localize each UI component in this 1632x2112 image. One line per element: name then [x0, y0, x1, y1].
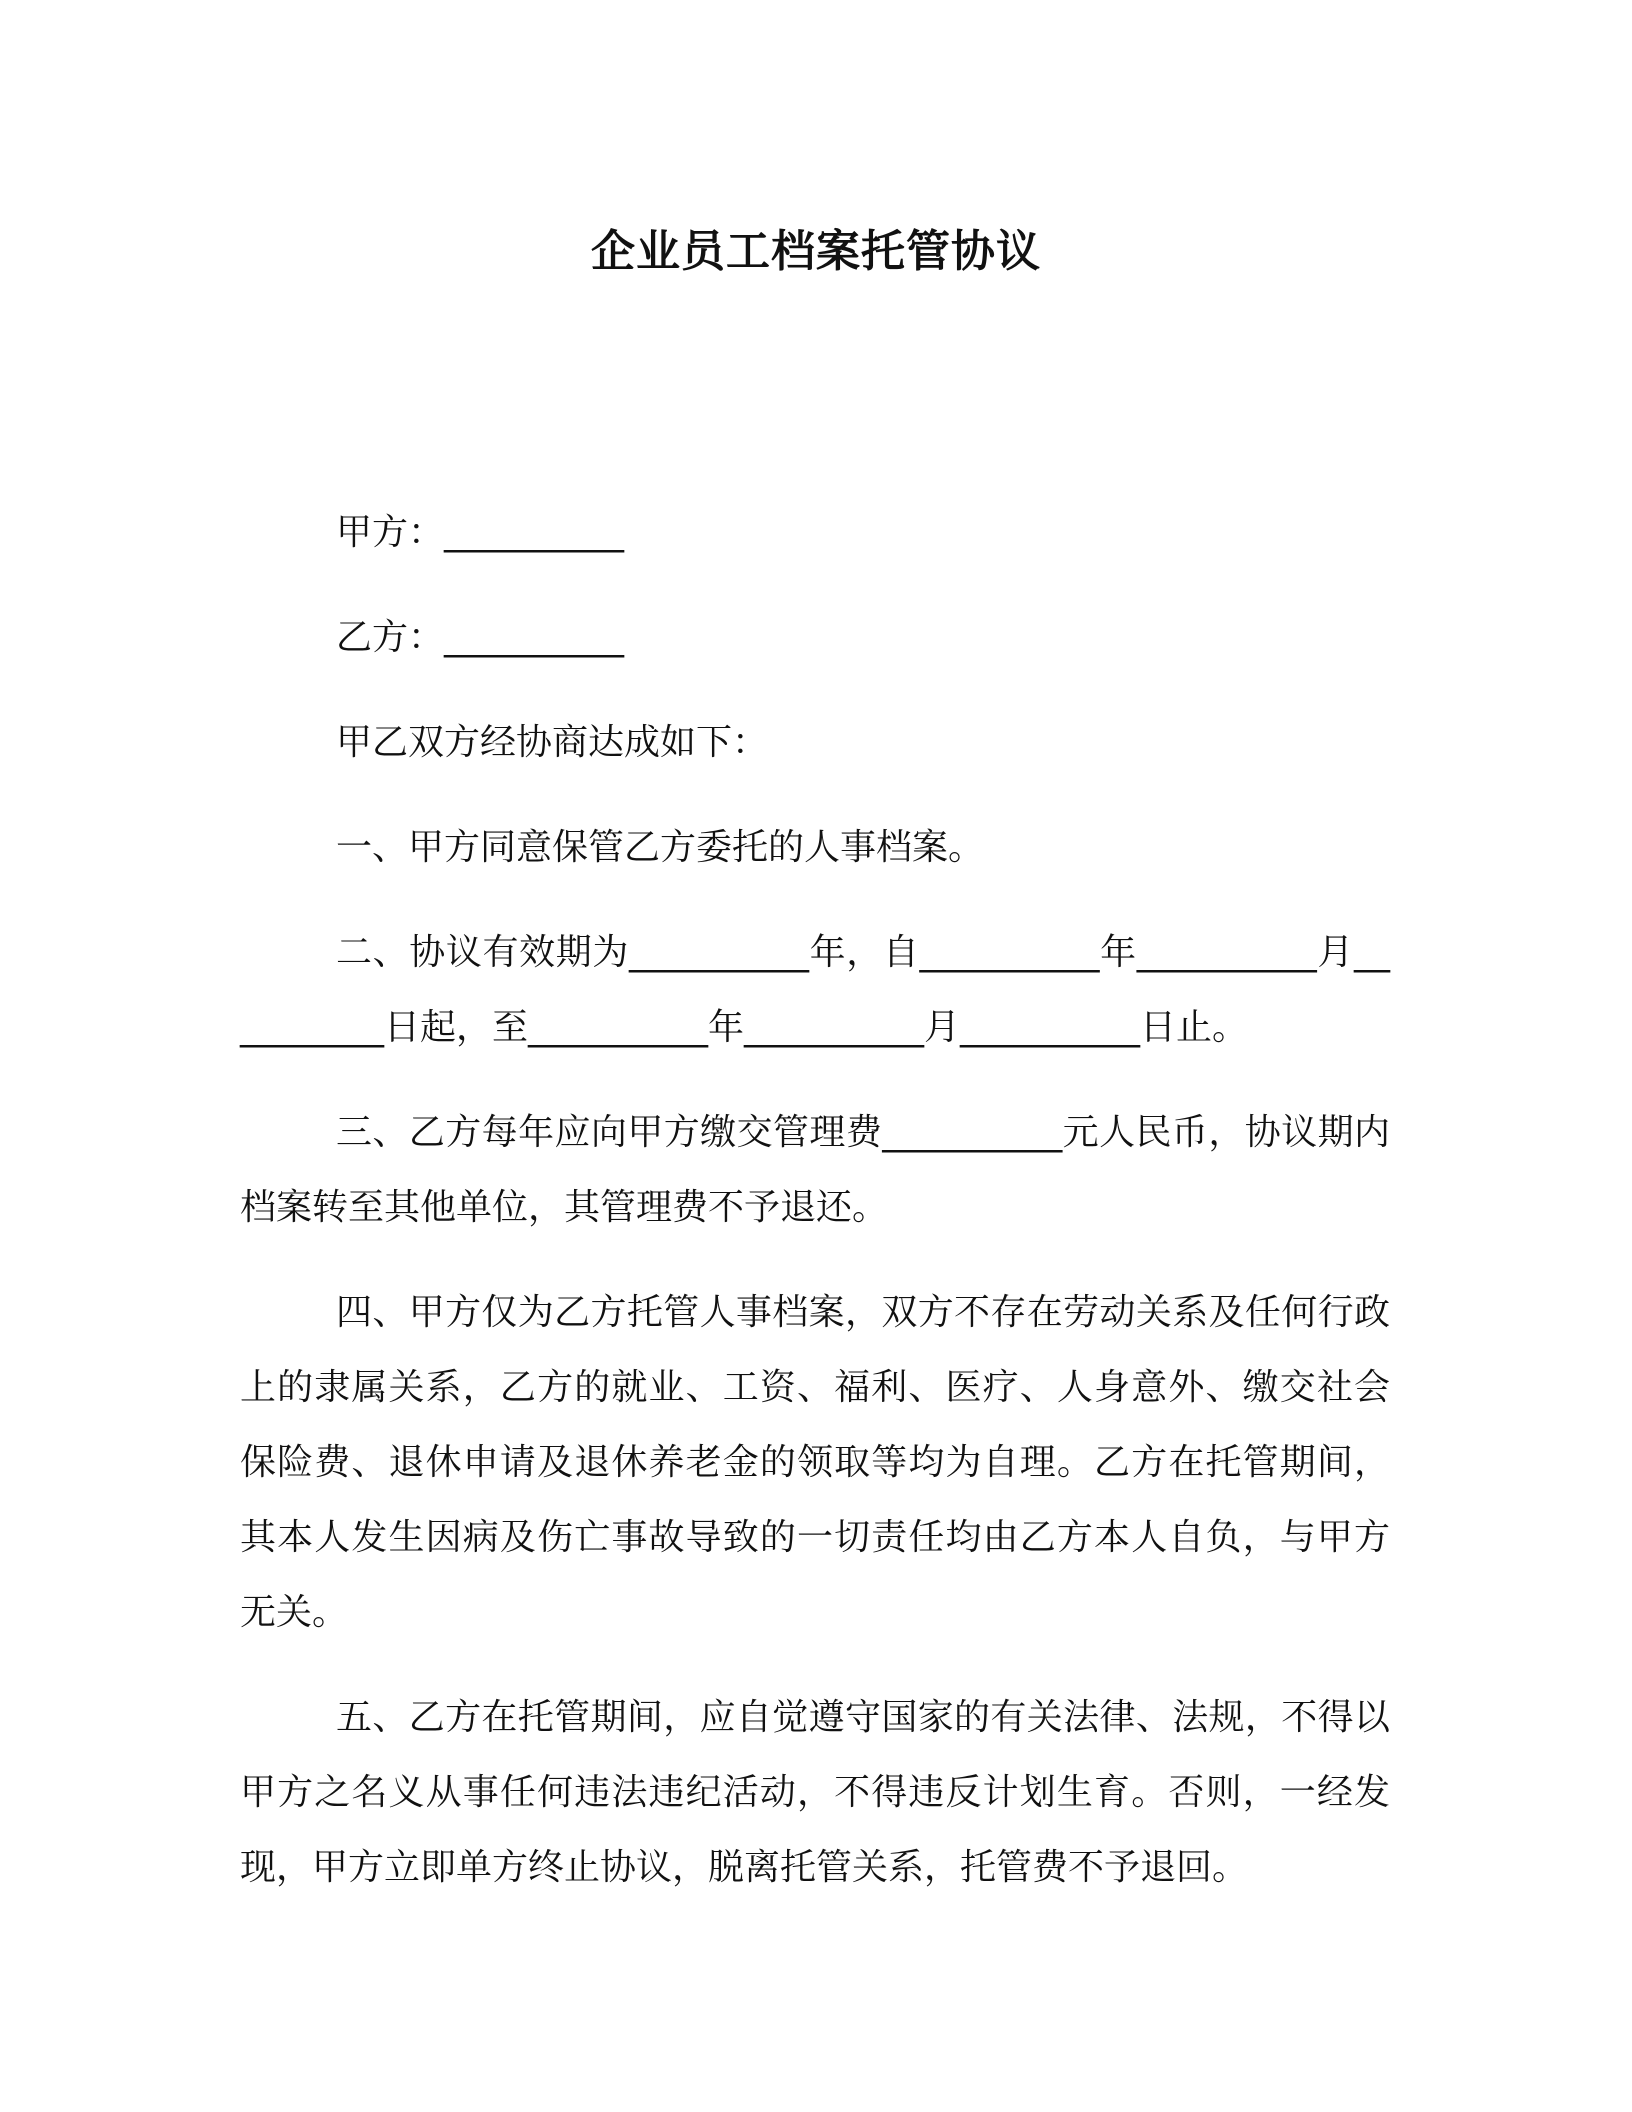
clause-1: 一、甲方同意保管乙方委托的人事档案。 — [336, 827, 985, 868]
clause-2: 二、协议有效期为__________年，自__________年__________月__________日起，至__________年__________月__________日止。 — [240, 932, 1390, 1048]
party-a-line: 甲方：__________ — [336, 512, 625, 553]
party-b-line: 乙方：__________ — [336, 617, 625, 658]
clause-4: 四、甲方仅为乙方托管人事档案，双方不存在劳动关系及任何行政上的隶属关系，乙方的就业、工资、福利、医疗、人身意外、缴交社会保险费、退休申请及退休养老金的领取等均为自理。乙方在托管期间，其本人发生因病及伤亡事故导致的一切责任均由乙方本人自负，与甲方无关。 — [240, 1292, 1390, 1633]
clause-3: 三、乙方每年应向甲方缴交管理费__________元人民币，协议期内档案转至其他单位，其管理费不予退还。 — [240, 1112, 1390, 1228]
document-title: 企业员工档案托管协议 — [591, 226, 1041, 277]
document-body — [240, 495, 1390, 1935]
intro-paragraph: 甲乙双方经协商达成如下： — [336, 722, 769, 763]
clause-5: 五、乙方在托管期间，应自觉遵守国家的有关法律、法规，不得以甲方之名义从事任何违法违纪活动，不得违反计划生育。否则，一经发现，甲方立即单方终止协议，脱离托管关系，托管费不予退回。 — [240, 1697, 1390, 1888]
